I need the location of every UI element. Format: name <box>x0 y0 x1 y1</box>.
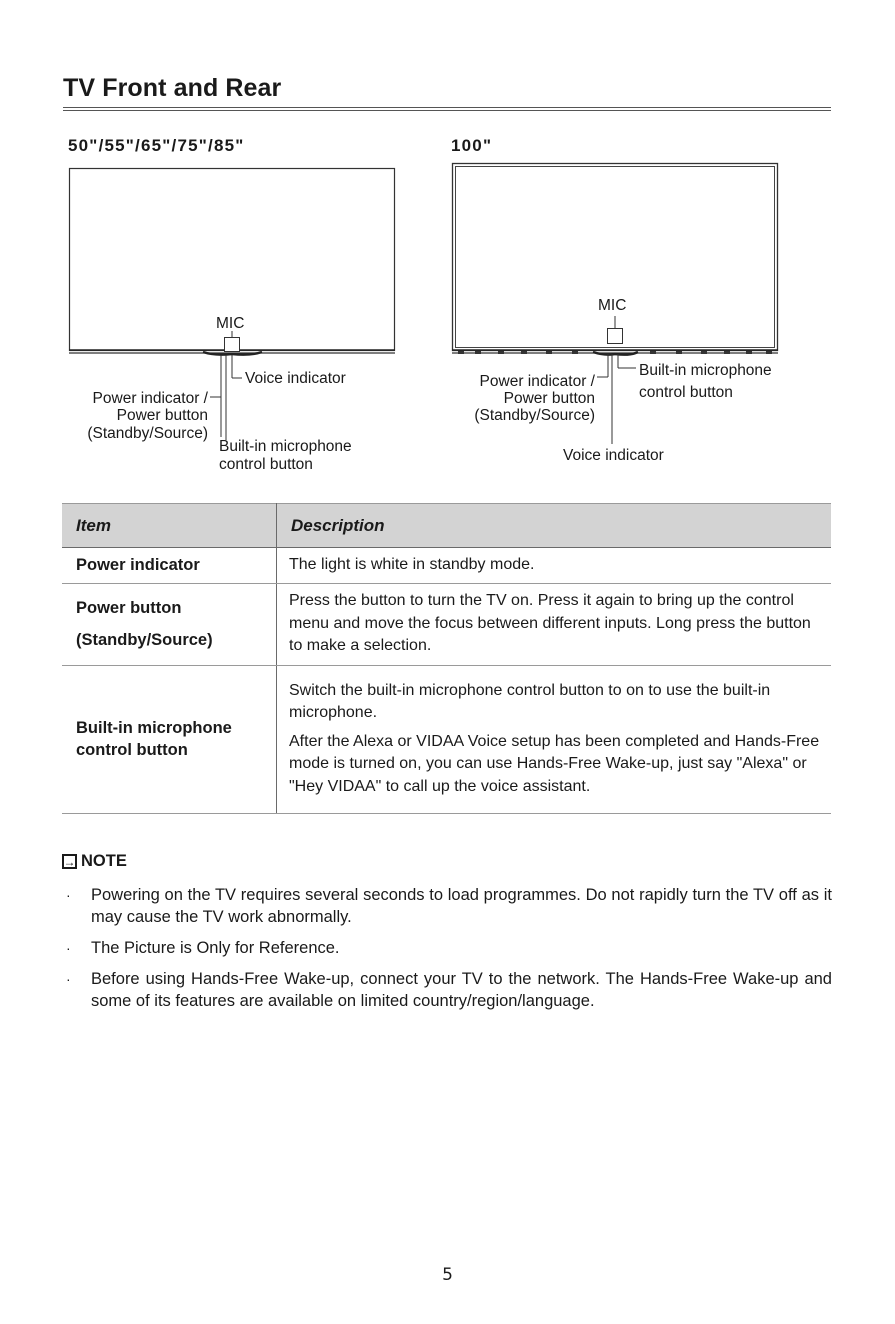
table-row <box>62 548 831 584</box>
spec-table <box>62 503 831 814</box>
header-item: Item <box>62 504 277 548</box>
size-label-right: 100" <box>451 136 493 155</box>
description-cell <box>277 665 832 813</box>
power-button-label-left: Power button <box>116 407 208 424</box>
item-cell <box>62 548 277 584</box>
description-text: Switch the built-in microphone control button to on to use the built-in microphone. <box>289 681 771 722</box>
description-text: Press the button to turn the TV on. Press it again to bring up the control menu and move the focus between different inputs. Long press the button to make a selection. <box>289 592 811 655</box>
power-button-label-right: Power button <box>503 390 595 407</box>
note-text: Powering on the TV requires several seconds to load programmes. Do not rapidly turn the TV off as it may cause the TV work abnormally. <box>91 886 832 926</box>
bullet-icon: · <box>66 887 71 903</box>
table-row <box>62 583 831 665</box>
description-text: The light is white in standby mode. <box>289 556 535 573</box>
voice-indicator-label-left: Voice indicator <box>245 370 346 387</box>
builtin-mic-label-right: Built-in microphone <box>639 362 772 379</box>
list-item <box>62 884 832 928</box>
page-number: 5 <box>442 1265 453 1285</box>
description-text: After the Alexa or VIDAA Voice setup has been completed and Hands-Free mode is turned on, you can use Hands-Free Wake-up, just say "Alexa" or "Hey VIDAA" to call up the voice assistant. <box>289 732 820 795</box>
note-text: The Picture is Only for Reference. <box>91 939 340 957</box>
mic-label-left: MIC <box>216 315 245 332</box>
header-description: Description <box>277 504 832 548</box>
item-label: (Standby/Source) <box>76 631 213 649</box>
description-cell <box>277 548 832 584</box>
standby-source-label-left: (Standby/Source) <box>87 425 208 442</box>
item-label: Power indicator <box>76 556 200 574</box>
builtin-mic-label-right-2: control button <box>639 384 733 401</box>
bullet-icon: · <box>66 971 71 987</box>
builtin-mic-label-left: Built-in microphone <box>219 438 352 455</box>
note-text: Before using Hands-Free Wake-up, connect your TV to the network. The Hands-Free Wake-up and some of its features are available on limited country/region/language. <box>91 970 832 1010</box>
builtin-mic-label-left-2: control button <box>219 456 313 473</box>
table-header-row <box>62 504 831 548</box>
item-label: Built-in microphone <box>76 718 232 737</box>
power-indicator-label-right: Power indicator / <box>479 373 595 390</box>
voice-indicator-label-right: Voice indicator <box>563 447 664 464</box>
item-cell <box>62 665 277 813</box>
description-cell <box>277 583 832 665</box>
note-list <box>62 884 832 1021</box>
table-row <box>62 665 831 813</box>
list-item <box>62 968 832 1012</box>
item-label: control button <box>76 741 188 759</box>
size-label-left: 50"/55"/65"/75"/85" <box>68 136 245 155</box>
tv-front-diagram-right <box>0 0 895 500</box>
mic-label-right: MIC <box>598 297 627 314</box>
power-indicator-label-left: Power indicator / <box>92 390 208 407</box>
item-cell <box>62 583 277 665</box>
page-title: TV Front and Rear <box>63 74 282 102</box>
note-heading <box>62 852 127 871</box>
list-item <box>62 937 832 959</box>
note-heading-text: NOTE <box>81 852 127 870</box>
bullet-icon: · <box>66 940 71 956</box>
arrow-right-box-icon: → <box>63 854 76 869</box>
item-label: Power button <box>76 598 182 617</box>
standby-source-label-right: (Standby/Source) <box>474 407 595 424</box>
